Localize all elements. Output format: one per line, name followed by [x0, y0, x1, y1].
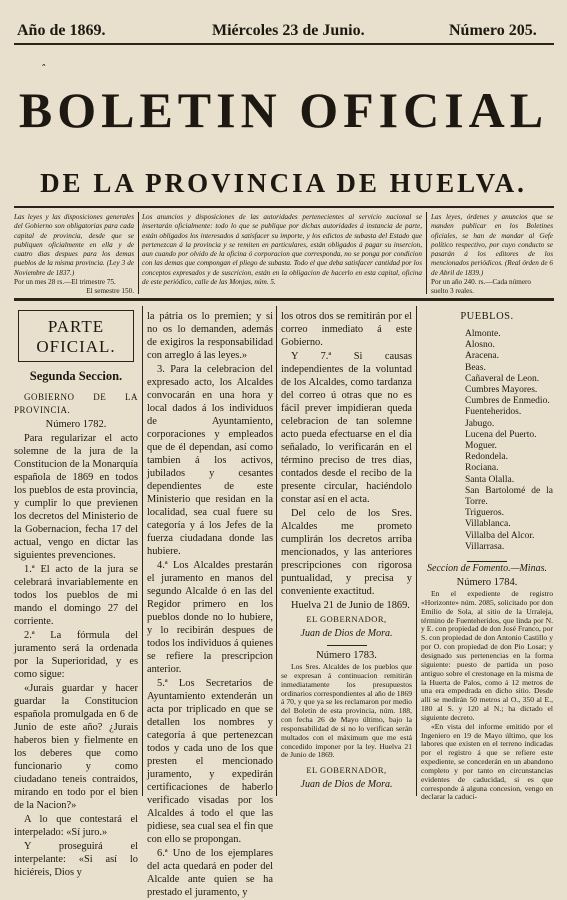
col2-p2: 3. Para la celebracion del expresado acto, los Alcaldes convocarán en una hora y local dados á los individuos de Ayuntamiento, corporaciones y empleados que de él dependan, así como tambien á los activos, jubilados y cesantes dependientes de este Ministerio que residan en la localidad, sea cual fuere su categoría y á los Jefes de la fuerza ciudadana donde las hubiere.	[147, 364, 273, 557]
list-item: Lucena del Puerto.	[465, 429, 537, 440]
list-item: Moguer.	[465, 441, 497, 452]
list-item: Alosno.	[465, 340, 495, 351]
list-item: Beas.	[465, 362, 486, 373]
col3-p3: Del celo de los Sres. Alcaldes me prometo cumplirán los decretos arriba mencionados, y las anteriores prescripciones con rigorosa puntualidad, y precisa y conveniente exactitud.	[281, 508, 412, 597]
list-item: Jabugo.	[465, 418, 495, 429]
list-item: Villalba del Alcor.	[465, 530, 535, 541]
col-divider-1	[142, 306, 143, 796]
body-top-rule	[14, 298, 554, 301]
col3-p4: Huelva 21 de Junio de 1869.	[291, 600, 410, 611]
intro-left	[14, 213, 134, 297]
list-item: San Bartolomé de la Torre.	[465, 485, 553, 508]
numero-1784: Número 1784.	[456, 577, 518, 589]
list-item: Fuenteheridos.	[465, 407, 522, 418]
col1-p3: 2.ª La fórmula del juramento será la ordenada por la Superioridad, y es como sigue:	[14, 630, 138, 680]
col-divider-3	[416, 306, 417, 796]
intro-middle-text: Los anuncios y disposiciones de las autoridades pertenecientes al servicio nacional se insertarán oficialmente: todo lo que se publique por dichas autoridades á instancia de parte, están obligados los interesados á satisfacer su importe, y los edictos de subasta del Estado que pertenezcan á la provincia y se remiten en particulares, están obligados á pagar su insercion, aun cuando por olvido de la oficina ó corporacion que corresponda, no se ponga por condicion con las demas que compongan el pliego de subasta. Todo el que deba satisfacer cantidad por los conceptos expresados y de suscricion, están en la obligacion de hacerlo en esta capital, oficina de este periódico, calle de las Monjas, núm. 5.	[142, 213, 422, 287]
intro-right-price2: suelto 3 reales.	[431, 287, 474, 296]
col1-p5: A lo que contestará el interpelado: «Sí juro.»	[14, 814, 138, 838]
list-item: Redondela.	[465, 452, 509, 463]
col2-p5: 6.ª Uno de los ejemplares del acta quedará en poder del Alcalde ante quien se ha prestado el juramento, y	[147, 848, 273, 898]
col4-small-text	[421, 590, 553, 802]
intro-divider-2	[426, 212, 427, 294]
masthead-title: BOLETIN OFICIAL	[18, 82, 549, 138]
header-year: Año de 1869.	[17, 22, 106, 39]
col3-p5: Los Sres. Alcaldes de los pueblos que se expresan á continuacion remitirán inmediatamente los presupuestos ordinarios correspondientes al año de 1869 á 70, y que ya se les reclamaron por medio del Boletin de esta provincia, núm. 188, con fecha 26 de Mayo último, bajo la responsabilidad de si no lo verifican serán multados con el máximum que me está concedido imponer por la ley. Huelva 21 de Junio de 1869.	[281, 662, 412, 760]
pueblos-list	[465, 329, 553, 553]
list-item: Trigueros.	[465, 508, 504, 519]
header-number: Número 205.	[449, 22, 537, 39]
intro-right	[431, 213, 553, 297]
col3-signature-title: EL GOBERNADOR,	[306, 614, 387, 624]
header-rule	[14, 43, 554, 45]
list-item: Aracena.	[465, 351, 500, 362]
list-item: Cumbres de Enmedio.	[465, 396, 550, 407]
list-item: Rociana.	[465, 463, 499, 474]
list-item: Villablanca.	[465, 519, 511, 530]
column-4	[421, 310, 553, 802]
intro-middle	[142, 213, 422, 287]
column-2	[147, 310, 273, 900]
parte-oficial-box: PARTE OFICIAL.	[18, 310, 134, 362]
intro-right-text: Las leyes, órdenes y anuncios que se manden publicar en los Boletines oficiales, se han de mandar al Gefe político respectivo, por cuyo conducto se pasarán á los editores de los mencionados periódicos. (Real órden de 6 de Abril de 1839.)	[431, 213, 553, 277]
header-date: Miércoles 23 de Junio.	[212, 22, 365, 39]
intro-divider-1	[138, 212, 139, 294]
masthead-subtitle: DE LA PROVINCIA DE HUELVA.	[40, 168, 527, 198]
col1-p2: 1.ª El acto de la jura se celebrará invariablemente en todos los pueblos de mi mando el domingo 27 del corriente.	[14, 564, 138, 627]
list-item: Cumbres Mayores.	[465, 385, 538, 396]
segunda-seccion: Segunda Seccion.	[29, 369, 123, 383]
col4-p2: «En vista del informe emitido por el Ingeniero en 19 de Mayo último, que los labores que existen en el terreno indicadas por el registro á que se refiere este expediente, se concederán en un abandono completo y por tanto en circunstancias evidentes de caducidad, si es que corresponde á alguna concesion, vengo en declarar la caduci-	[421, 721, 553, 802]
numero-1782: Número 1782.	[45, 419, 107, 430]
intro-left-price1: Por un mes 28 rs.—El trimestre 75.	[14, 278, 116, 287]
ink-mark: ˆ	[40, 63, 46, 76]
seccion-fomento: Seccion de Fomento.—Minas.	[427, 563, 547, 575]
intro-left-price2: El semestre 150.	[86, 287, 134, 296]
column-3	[281, 310, 412, 792]
intro-left-text: Las leyes y las disposiciones generales del Gobierno son obligatorias para cada capital de provincia, desde que se publiquen oficialmente en ella y de cuatro dias despues para los demas pueblos de la misma provincia. (Ley 3 de Noviembre de 1837.)	[14, 213, 134, 277]
list-item: Cañaveral de Leon.	[465, 373, 540, 384]
list-item: Santa Olalla.	[465, 474, 515, 485]
col2-p3: 4.ª Los Alcaldes prestarán el juramento en manos del segundo Alcalde ó en las del Regidor primero en los pueblos donde no lo hubiere, y lo recibirán despues de todos los individuos á quienes se refiere la prescripcion anterior.	[147, 560, 273, 675]
numero-1783: Número 1783.	[316, 650, 377, 661]
col3-p1: los otros dos se remitirán por el correo inmediato á este Gobierno.	[281, 311, 413, 348]
pueblos-heading: PUEBLOS.	[460, 311, 514, 322]
col3-signature2-name: Juan de Dios de Mora.	[300, 779, 393, 791]
col4-p1: En el expediente de registro «Horizonte» núm. 2085, solicitado por don Emilio de Sola, al sitio de la Urraleja, término de Fuenteheridos, que linda por N. y E. con propiedad de don José Franco, por S. con propiedad de don Antonio Castillo y por O. con propiedad de don Pio Losar; y designado sus pertenencias en la forma siguiente: puesto de partida un poso antiguo sobre el crestonage en la misma de la Huerta de Palos, como á 12 metros de una era empedrada en dicho sitio. Desde allí se medirán 50 metros al O., 350 al E., 180 al S. y 120 al N.; ha dictado el siguiente decreto.	[421, 589, 553, 722]
col3-separator	[327, 645, 367, 646]
intro-right-price1: Por un año 240. rs.—Cada número	[431, 278, 532, 287]
col3-small-text	[281, 663, 412, 760]
col1-p6: Y proseguirá el interpelante: «Si así lo hiciéreis, Dios y	[14, 841, 138, 878]
masthead-rule	[14, 206, 554, 208]
col1-p4: «Jurais guardar y hacer guardar la Constitucion española promulgada en 6 de Junio de este año? ¿Jurais haberos bien y fielmente en los deberes que como funcionario y como ciudadano teneis contraidos, mirando en todo por el bien de la Nacion?»	[14, 683, 138, 811]
col3-signature-name: Juan de Dios de Mora.	[300, 628, 393, 639]
list-item: Almonte.	[465, 329, 501, 339]
col3-signature2-title: EL GOBERNADOR,	[306, 765, 387, 776]
list-item: Villarrasa.	[465, 541, 505, 552]
col2-p1: la pátria os lo premien; y si no os lo demanden, además de exigiros la responsabilidad con arreglo á las leyes.»	[147, 311, 273, 361]
col2-p4: 5.ª Los Secretarios de Ayuntamiento extenderán un acta por triplicado en que se detallen los nombres y categoría á que pertenezcan todos y cada uno de los que presten el mencionado juramento, y expedirán certificaciones de haberlo verificado visadas por los Alcaldes á todo el que las pidiese, sea cual sea el fin que con ello se propongan.	[147, 678, 273, 845]
col-divider-2	[276, 306, 277, 796]
col3-p2: Y 7.ª Si causas independientes de la voluntad de los Alcaldes, como tardanza del correo ú otras que no es fácil prever impidieran queda celebracion de tan solemne acto pueda efectuarse en el dia señalado, lo verificarán en el término preciso de tres dias, contados desde el recibo de la presente circular, haciéndolo constar así en el acta.	[281, 351, 412, 505]
col1-p1: Para regularizar el acto solemne de la jura de la Constitucion de la Monarquía española de 1869 en todos los pueblos de esta provincia, y cumplir lo que previenen los decretos del Ministerio de la Gobernacion, fecha 17 del actual, vengo en dictar las siguientes prevenciones.	[14, 433, 138, 561]
column-1	[14, 310, 138, 880]
header-row	[0, 22, 567, 44]
gobierno-heading: GOBIERNO DE LA PROVINCIA.	[14, 392, 138, 415]
